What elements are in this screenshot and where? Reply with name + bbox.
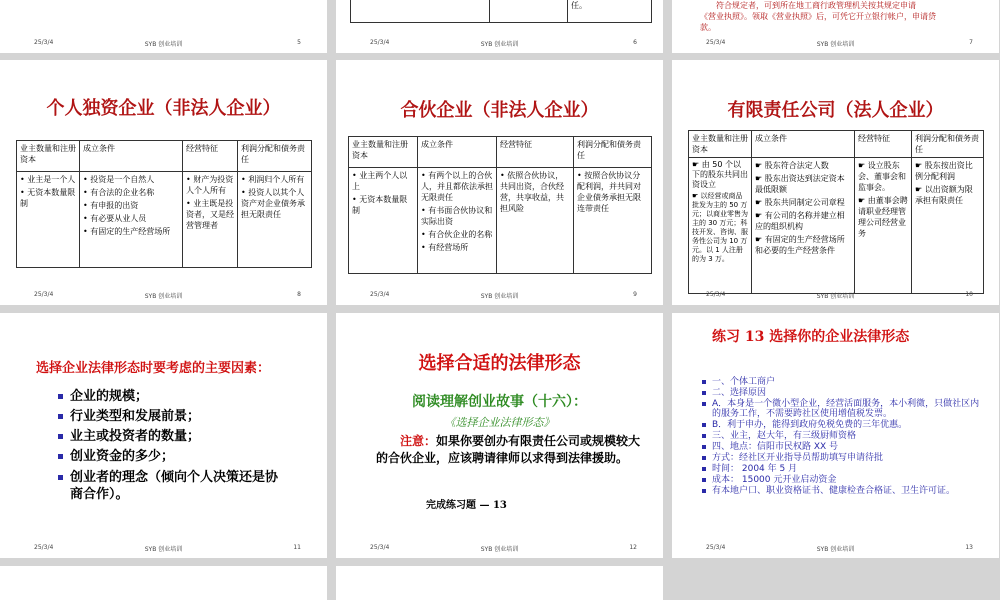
footer-center: SYB 创业培训 bbox=[480, 41, 519, 48]
table-cell-text: 任。 bbox=[571, 1, 587, 10]
slide-title: 个人独资企业（非法人企业） bbox=[46, 98, 281, 119]
footer-date: 25/3/4 bbox=[370, 291, 390, 298]
footer-center: SYB 创业培训 bbox=[144, 41, 183, 48]
list-item: 二、选择原因 bbox=[712, 388, 982, 398]
table-cell bbox=[752, 158, 855, 294]
table-header: 经营特征 bbox=[183, 141, 238, 172]
footer-center: SYB 创业培训 bbox=[816, 41, 855, 48]
table-cell bbox=[689, 158, 752, 294]
footer-date: 25/3/4 bbox=[370, 544, 390, 551]
list-item: • 有合法的企业名称 bbox=[83, 187, 179, 198]
story-heading: 阅读理解创业故事（十六）： bbox=[412, 394, 587, 410]
slide-13[interactable] bbox=[672, 313, 999, 558]
slide-number: 10 bbox=[965, 291, 973, 298]
footer-center: SYB 创业培训 bbox=[480, 546, 519, 553]
list-item: 有本地户口、职业资格证书、健康检查合格证、卫生许可证。 bbox=[712, 486, 982, 496]
list-item: 一、个体工商户 bbox=[712, 377, 982, 387]
footer-date: 25/3/4 bbox=[370, 39, 390, 46]
slide-number: 7 bbox=[969, 39, 973, 46]
list-item: • 无资本数量限制 bbox=[20, 187, 76, 209]
list-item: 方式：经社区开业指导员帮助填写申请待批 bbox=[712, 453, 982, 463]
list-item: • 有必要从业人员 bbox=[83, 213, 179, 224]
slide-14[interactable] bbox=[0, 566, 327, 600]
table-header: 成立条件 bbox=[80, 141, 183, 172]
footer-date: 25/3/4 bbox=[34, 291, 54, 298]
footer-date: 25/3/4 bbox=[706, 291, 726, 298]
slide-number: 13 bbox=[965, 544, 973, 551]
list-item: • 无资本数量限制 bbox=[352, 194, 414, 216]
exercise-list bbox=[712, 377, 982, 497]
exercise-label: 完成练习题 — 13 bbox=[426, 500, 507, 511]
slide-footer bbox=[0, 544, 327, 554]
comparison-table bbox=[348, 136, 652, 274]
list-item: ☛ 有公司的名称并建立相应的组织机构 bbox=[755, 210, 851, 232]
slide-title: 合伙企业（非法人企业） bbox=[400, 100, 599, 121]
footer-center: SYB 创业培训 bbox=[816, 293, 855, 300]
note-text: 注意：如果你要创办有限责任公司或规模较大的合伙企业，应该聘请律师以求得到法律援助。 bbox=[376, 434, 641, 465]
slide-number: 11 bbox=[293, 544, 301, 551]
list-item: 创业资金的多少； bbox=[70, 447, 290, 467]
slide-footer bbox=[336, 544, 663, 554]
slide-number: 8 bbox=[297, 291, 301, 298]
slide-number: 9 bbox=[633, 291, 637, 298]
slide-number: 12 bbox=[629, 544, 637, 551]
list-item: • 财产为投资人个人所有 bbox=[186, 174, 234, 196]
table-cell bbox=[574, 168, 652, 274]
story-subtitle: 《选择企业法律形态》 bbox=[444, 416, 555, 429]
slide-11[interactable] bbox=[0, 313, 327, 558]
list-item: • 按照合伙协议分配利润，并共同对企业债务承担无限连带责任 bbox=[577, 170, 648, 214]
table-header: 业主数量和注册资本 bbox=[689, 131, 752, 158]
list-item: • 有书面合伙协议和实际出资 bbox=[421, 205, 493, 227]
table-header: 利润分配和债务责任 bbox=[574, 137, 652, 168]
slide-8[interactable] bbox=[0, 60, 327, 305]
slide-10[interactable] bbox=[672, 60, 999, 305]
table-header: 利润分配和债务责任 bbox=[238, 141, 312, 172]
slide-footer bbox=[672, 39, 999, 49]
table-cell bbox=[349, 168, 418, 274]
table-cell bbox=[238, 172, 312, 268]
table-fragment bbox=[350, 0, 652, 23]
table-header: 利润分配和债务责任 bbox=[912, 131, 984, 158]
slide-15[interactable] bbox=[336, 566, 663, 600]
list-item: • 依照合伙协议，共同出资，合伙经营，共享收益，共担风险 bbox=[500, 170, 570, 214]
footer-date: 25/3/4 bbox=[706, 544, 726, 551]
list-item: 创业者的理念（倾向个人决策还是协商合作）。 bbox=[70, 469, 290, 503]
table-header: 业主数量和注册资本 bbox=[17, 141, 80, 172]
footer-date: 25/3/4 bbox=[34, 544, 54, 551]
table-cell bbox=[497, 168, 574, 274]
factor-list bbox=[70, 387, 290, 503]
table-header: 经营特征 bbox=[497, 137, 574, 168]
list-item: ☛ 设立股东会、董事会和监事会。 bbox=[858, 160, 908, 193]
table-header: 成立条件 bbox=[418, 137, 497, 168]
footer-date: 25/3/4 bbox=[706, 39, 726, 46]
list-item: • 有申报的出资 bbox=[83, 200, 179, 211]
table-cell bbox=[855, 158, 912, 294]
slide-9[interactable] bbox=[336, 60, 663, 305]
table-header: 业主数量和注册资本 bbox=[349, 137, 418, 168]
list-item: 行业类型和发展前景； bbox=[70, 407, 290, 427]
list-item: 时间： 2004 年 5 月 bbox=[712, 464, 982, 474]
slide-number: 6 bbox=[633, 39, 637, 46]
list-item: • 投资是一个自然人 bbox=[83, 174, 179, 185]
slide-7[interactable] bbox=[672, 0, 999, 53]
list-item: B．利于申办，能得到政府免税免费的三年优惠。 bbox=[712, 420, 982, 430]
list-item: • 业主是一个人 bbox=[20, 174, 76, 185]
footer-center: SYB 创业培训 bbox=[480, 293, 519, 300]
list-item: A．本身是一个微小型企业，经营活面服务，本小利微，只做社区内的服务工作，不需要跨社区使用增值税发票。 bbox=[712, 399, 982, 419]
footer-center: SYB 创业培训 bbox=[144, 546, 183, 553]
list-item: ☛ 由董事会聘请职业经理管理公司经营业务 bbox=[858, 195, 908, 239]
list-item: ☛ 以经营或商品批发为主的 50 万元；以商业零售为主的 30 万元；科技开发、咨询、服务性公司为 10 万元。以 1 人注册的为 3 万。 bbox=[692, 192, 748, 264]
footer-center: SYB 创业培训 bbox=[816, 546, 855, 553]
list-item: ☛ 股东共同制定公司章程 bbox=[755, 197, 851, 208]
slide-footer bbox=[0, 291, 327, 301]
list-item: • 业主两个人以上 bbox=[352, 170, 414, 192]
table-cell bbox=[418, 168, 497, 274]
table-header: 成立条件 bbox=[752, 131, 855, 158]
list-item: 三、业主，赵大年，有三级厨师资格 bbox=[712, 431, 982, 441]
list-item: • 有固定的生产经营场所 bbox=[83, 226, 179, 237]
list-item: ☛ 有固定的生产经营场所和必要的生产经营条件 bbox=[755, 234, 851, 256]
list-item: ☛ 股东出资达到法定资本最低限额 bbox=[755, 173, 851, 195]
slide-6[interactable] bbox=[336, 0, 663, 53]
footer-date: 25/3/4 bbox=[34, 39, 54, 46]
list-item: ☛ 股东按出资比例分配利润 bbox=[915, 160, 980, 182]
slide-footer bbox=[672, 291, 999, 301]
table-cell bbox=[80, 172, 183, 268]
list-item: ☛ 由 50 个以下的股东共同出资设立 bbox=[692, 160, 748, 190]
list-item: 业主或投资者的数量； bbox=[70, 427, 290, 447]
table-header: 经营特征 bbox=[855, 131, 912, 158]
list-item: ☛ 股东符合法定人数 bbox=[755, 160, 851, 171]
list-item: ☛ 以出资额为限承担有限责任 bbox=[915, 184, 980, 206]
slide-title: 练习 13 选择你的企业法律形态 bbox=[712, 329, 910, 345]
slide-text: 符合规定者，可到所在地工商行政管理机关按其规定申请 《营业执照》。领取《营业执照》后，可凭它开立银行帐户，申请贷 款。 bbox=[700, 1, 936, 32]
list-item: • 利润归个人所有 bbox=[241, 174, 308, 185]
list-item: • 投资人以其个人资产对企业债务承担无限责任 bbox=[241, 187, 308, 220]
slide-number: 5 bbox=[297, 39, 301, 46]
slide-12[interactable] bbox=[336, 313, 663, 558]
slide-footer bbox=[336, 291, 663, 301]
table-cell bbox=[17, 172, 80, 268]
list-item: • 有经营场所 bbox=[421, 242, 493, 253]
list-item: 企业的规模； bbox=[70, 387, 290, 407]
slide-footer bbox=[672, 544, 999, 554]
list-item: 四、地点：信阳市民权路 XX 号 bbox=[712, 442, 982, 452]
slide-heading: 选择企业法律形态时要考虑的主要因素： bbox=[36, 361, 271, 376]
footer-center: SYB 创业培训 bbox=[144, 293, 183, 300]
table-cell bbox=[912, 158, 984, 294]
slide-5[interactable] bbox=[0, 0, 327, 53]
slide-title: 选择合适的法律形态 bbox=[418, 353, 581, 374]
list-item: • 业主既是投资者，又是经营管理者 bbox=[186, 198, 234, 231]
comparison-table bbox=[688, 130, 984, 294]
list-item: 成本： 15000 元开业启动资金 bbox=[712, 475, 982, 485]
comparison-table bbox=[16, 140, 312, 268]
list-item: • 有合伙企业的名称 bbox=[421, 229, 493, 240]
slide-footer bbox=[0, 39, 327, 49]
table-cell bbox=[183, 172, 238, 268]
list-item: • 有两个以上的合伙人，并且都依法承担无限责任 bbox=[421, 170, 493, 203]
slide-footer bbox=[336, 39, 663, 49]
slide-title: 有限责任公司（法人企业） bbox=[727, 100, 944, 121]
